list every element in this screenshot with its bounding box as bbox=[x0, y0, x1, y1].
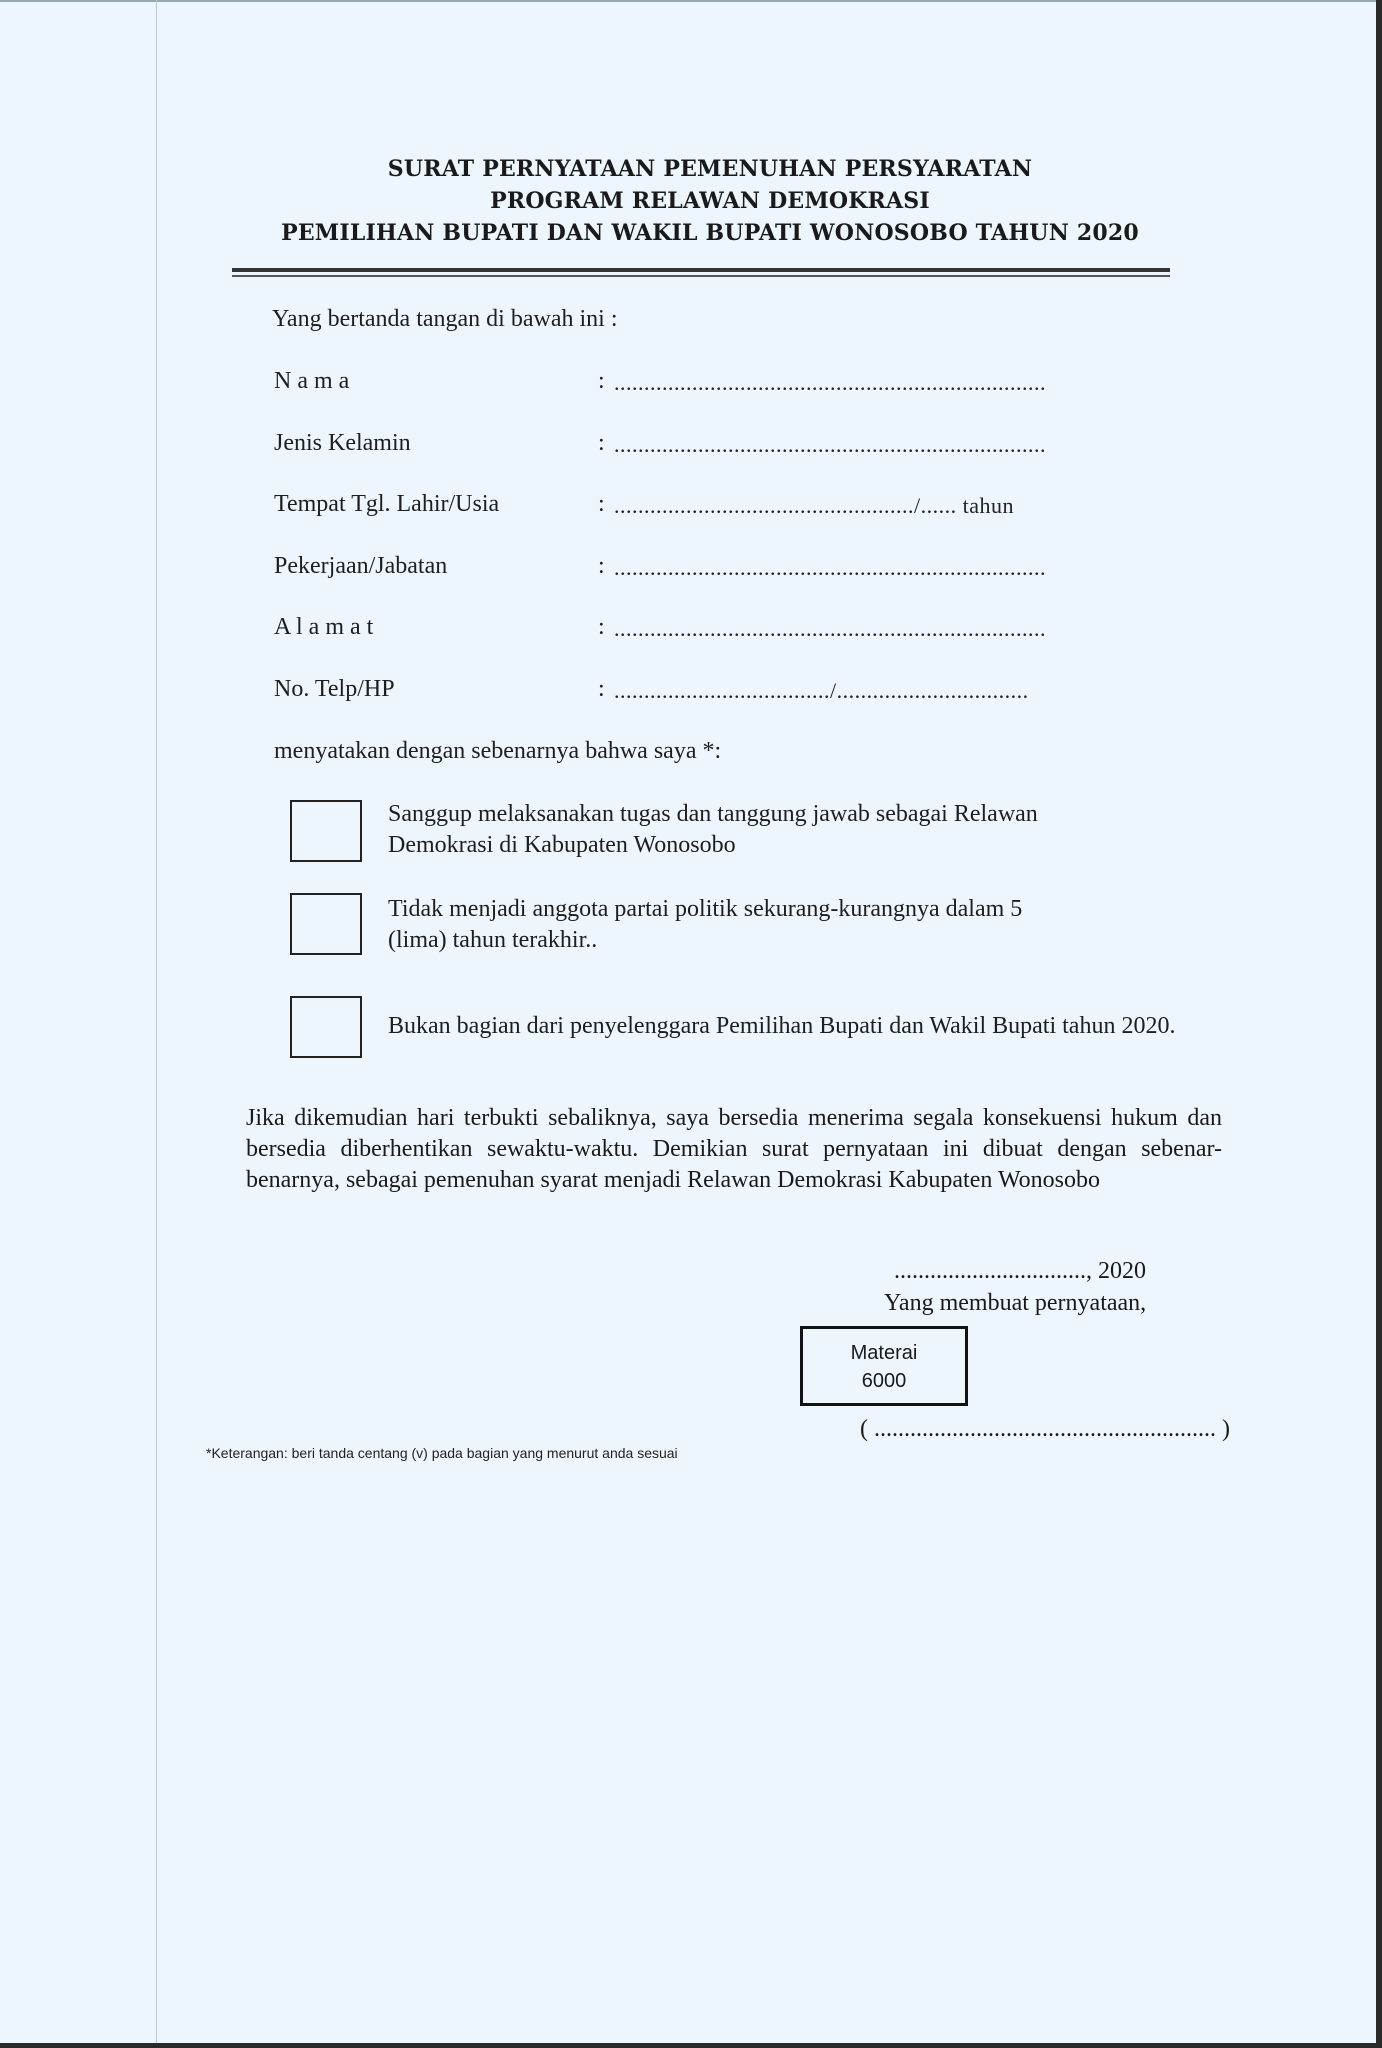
signature-name-line[interactable]: ( ......................................................... ) bbox=[860, 1416, 1230, 1442]
closing-paragraph: Jika dikemudian hari terbukti sebaliknya, saya bersedia menerima segala konsekuensi hukum dan bersedia diberhentikan sewaktu-waktu. Demikian surat pernyataan ini dibuat dengan sebenar-benarnya, sebagai pemenuhan syarat menjadi Relawan Demokrasi Kabupaten Wonosobo bbox=[246, 1105, 1222, 1193]
scan-top-edge bbox=[0, 0, 1382, 2]
field-fill-tempat-tgl-lahir[interactable]: ................................................../...... tahun bbox=[614, 493, 1014, 518]
field-label-tempat-tgl-lahir: Tempat Tgl. Lahir/Usia bbox=[274, 491, 500, 517]
statement-checkbox-2[interactable] bbox=[290, 893, 362, 955]
field-label-nama: N a m a bbox=[274, 368, 350, 394]
statement-1-line-2: Demokrasi di Kabupaten Wonosobo bbox=[388, 832, 736, 858]
field-colon: : bbox=[598, 368, 605, 394]
footnote: *Keterangan: beri tanda centang (v) pada bagian yang menurut anda sesuai bbox=[206, 1445, 678, 1461]
field-colon: : bbox=[598, 614, 605, 640]
stamp-line-2: 6000 bbox=[861, 1370, 907, 1392]
header-rule-thin bbox=[232, 275, 1170, 277]
scan-right-edge bbox=[1376, 0, 1382, 2048]
statement-1-line-1: Sanggup melaksanakan tugas dan tanggung jawab sebagai Relawan bbox=[388, 801, 1038, 827]
signature-date: ................................, 2020 bbox=[894, 1258, 1146, 1284]
field-label-telp: No. Telp/HP bbox=[274, 676, 395, 702]
field-label-alamat: A l a m a t bbox=[274, 614, 374, 640]
field-label-jenis-kelamin: Jenis Kelamin bbox=[274, 430, 411, 456]
statement-2-line-1: Tidak menjadi anggota partai politik sekurang-kurangnya dalam 5 bbox=[388, 896, 1023, 922]
statement-text-1 bbox=[388, 799, 1038, 861]
field-colon: : bbox=[598, 430, 605, 456]
field-fill-telp[interactable]: ..................................../................................ bbox=[614, 678, 1029, 703]
statement-2-line-2: (lima) tahun terakhir.. bbox=[388, 927, 598, 953]
statement-3-line-1: Bukan bagian dari penyelenggara Pemilihan Bupati dan Wakil Bupati tahun 2020. bbox=[388, 1013, 1176, 1039]
header-rule-thick bbox=[232, 268, 1170, 272]
statement-text-2 bbox=[388, 894, 1022, 956]
intro-text: Yang bertanda tangan di bawah ini : bbox=[272, 306, 618, 332]
title-line-1: SURAT PERNYATAAN PEMENUHAN PERSYARATAN bbox=[387, 156, 1033, 182]
field-fill-nama[interactable]: ........................................................................ bbox=[614, 370, 1046, 395]
signer-label: Yang membuat pernyataan, bbox=[884, 1290, 1147, 1316]
title-line-3: PEMILIHAN BUPATI DAN WAKIL BUPATI WONOSOBO TAHUN 2020 bbox=[281, 220, 1139, 246]
declaration-text: menyatakan dengan sebenarnya bahwa saya *: bbox=[274, 738, 722, 764]
field-colon: : bbox=[598, 676, 605, 702]
field-fill-jenis-kelamin[interactable]: ........................................................................ bbox=[614, 432, 1046, 457]
field-fill-pekerjaan[interactable]: ........................................................................ bbox=[614, 555, 1046, 580]
statement-text-3 bbox=[388, 1011, 1175, 1042]
stamp-box bbox=[800, 1326, 968, 1406]
field-colon: : bbox=[598, 491, 605, 517]
statement-checkbox-3[interactable] bbox=[290, 996, 362, 1058]
field-fill-alamat[interactable]: ........................................................................ bbox=[614, 616, 1046, 641]
field-label-pekerjaan: Pekerjaan/Jabatan bbox=[274, 553, 448, 579]
margin-line bbox=[156, 0, 157, 2048]
title-line-2: PROGRAM RELAWAN DEMOKRASI bbox=[490, 188, 930, 214]
field-colon: : bbox=[598, 553, 605, 579]
statement-checkbox-1[interactable] bbox=[290, 800, 362, 862]
stamp-line-1: Materai bbox=[850, 1342, 918, 1364]
scan-bottom-edge bbox=[0, 2043, 1382, 2048]
